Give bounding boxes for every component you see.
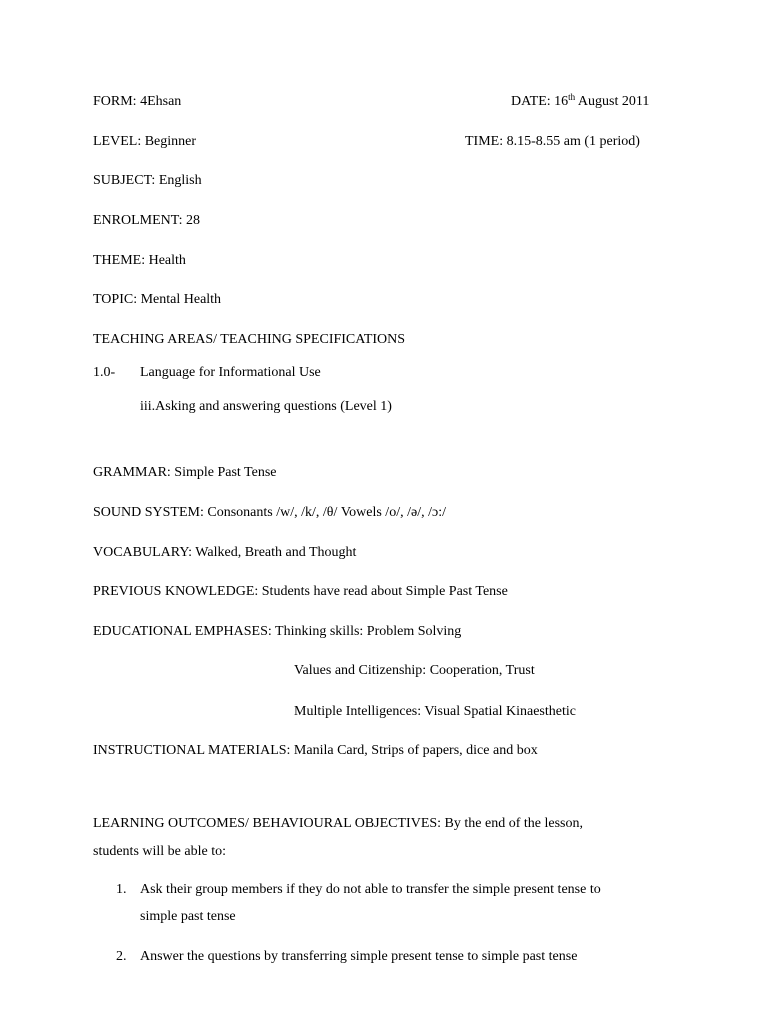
instructional-materials-field: INSTRUCTIONAL MATERIALS: Manila Card, Strips of papers, dice and box (93, 743, 538, 758)
learning-outcomes-heading-cont: students will be able to: (93, 844, 226, 859)
vocabulary-field: VOCABULARY: Walked, Breath and Thought (93, 545, 357, 560)
enrolment-field: ENROLMENT: 28 (93, 213, 201, 228)
spec-subitem: iii.Asking and answering questions (Level 1) (140, 399, 392, 414)
previous-knowledge-field: PREVIOUS KNOWLEDGE: Students have read about Simple Past Tense (93, 584, 508, 599)
learning-outcomes-heading: LEARNING OUTCOMES/ BEHAVIOURAL OBJECTIVES: By the end of the lesson, (93, 816, 583, 831)
spec-title: Language for Informational Use (140, 365, 321, 380)
sound-system-field: SOUND SYSTEM: Consonants /w/, /k/, /θ/ Vowels /o/, /ə/, /ɔ:/ (93, 505, 446, 520)
theme-field: THEME: Health (93, 253, 186, 268)
spec-number: 1.0- (93, 365, 116, 380)
multiple-intelligences-field: Multiple Intelligences: Visual Spatial Kinaesthetic (294, 704, 576, 719)
teaching-areas-heading: TEACHING AREAS/ TEACHING SPECIFICATIONS (93, 332, 406, 347)
values-citizenship-field: Values and Citizenship: Cooperation, Trust (294, 663, 535, 678)
outcome-text-cont: simple past tense (140, 909, 236, 924)
time-field: TIME: 8.15-8.55 am (1 period) (465, 134, 640, 149)
date-suffix: August 2011 (575, 94, 650, 109)
outcome-number: 1. (116, 882, 127, 897)
date-field (511, 93, 649, 111)
topic-field: TOPIC: Mental Health (93, 292, 222, 307)
subject-field: SUBJECT: English (93, 173, 202, 188)
outcome-text: Ask their group members if they do not able to transfer the simple present tense to (140, 882, 601, 897)
educational-emphases-field: EDUCATIONAL EMPHASES: Thinking skills: Problem Solving (93, 624, 462, 639)
outcome-text: Answer the questions by transferring simple present tense to simple past tense (140, 949, 578, 964)
level-field: LEVEL: Beginner (93, 134, 197, 149)
outcome-number: 2. (116, 949, 127, 964)
form-field: FORM: 4Ehsan (93, 94, 182, 109)
date-superscript: th (568, 92, 576, 102)
grammar-field: GRAMMAR: Simple Past Tense (93, 465, 277, 480)
date-prefix: DATE: 16 (511, 94, 569, 109)
